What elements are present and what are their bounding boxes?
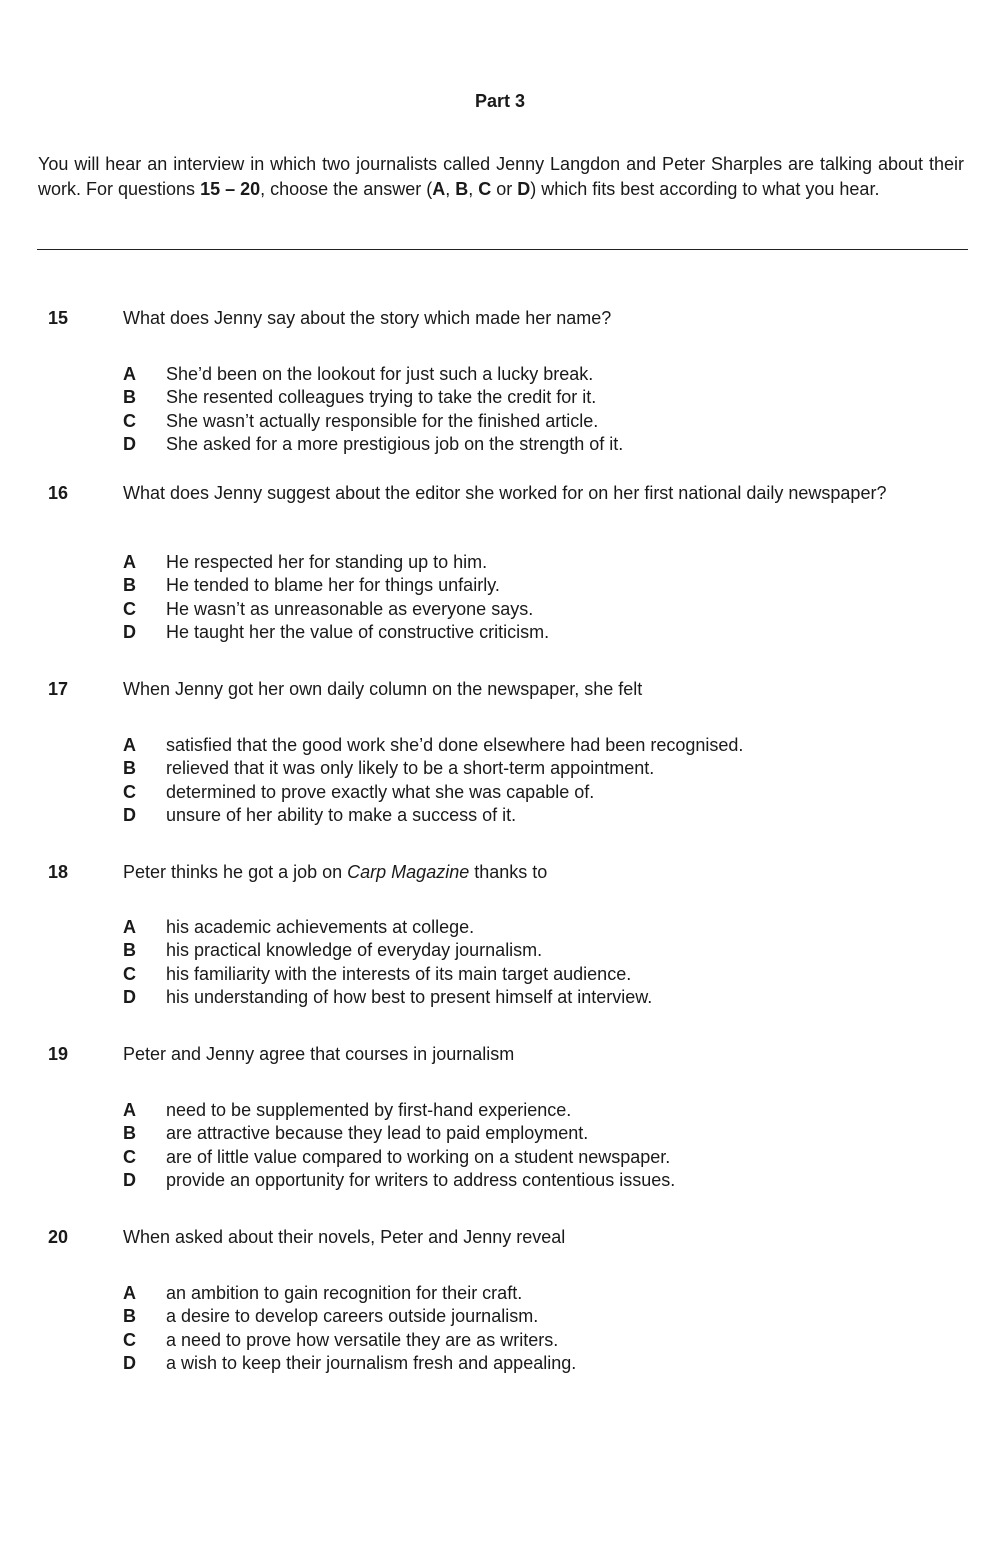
instructions-text: , choose the answer (: [260, 178, 433, 199]
option-letter: A: [123, 1283, 136, 1303]
option-text: his familiarity with the interests of its main target audience.: [166, 963, 632, 984]
option-text: He wasn’t as unreasonable as everyone says.: [166, 598, 534, 619]
question-number: 16: [48, 483, 69, 503]
option-text: He respected her for standing up to him.: [166, 552, 488, 572]
option-20-d[interactable]: [0, 1352, 1000, 1375]
question-number: 17: [48, 679, 69, 699]
option-letter: B: [123, 387, 136, 408]
option-16-c[interactable]: [0, 598, 1000, 621]
instructions-separator: or: [491, 178, 518, 199]
option-18-c[interactable]: [0, 963, 1000, 986]
option-letter: D: [123, 804, 136, 825]
question-number: 15: [48, 308, 69, 328]
option-text: unsure of her ability to make a success of it.: [166, 804, 517, 825]
option-20-b[interactable]: [0, 1305, 1000, 1328]
instructions: [38, 152, 964, 201]
options-18: [0, 916, 1000, 1009]
option-letter: C: [123, 781, 136, 802]
option-text: He taught her the value of constructive criticism.: [166, 621, 550, 642]
option-letter: A: [123, 917, 136, 937]
question-number: 19: [48, 1044, 69, 1064]
option-text: his understanding of how best to present himself at interview.: [166, 986, 653, 1007]
question-text: Peter and Jenny agree that courses in journalism: [123, 1044, 515, 1064]
options-16: [0, 551, 1000, 644]
option-letter: D: [123, 433, 136, 454]
option-text: his practical knowledge of everyday journalism.: [166, 940, 543, 961]
option-letter: C: [123, 963, 136, 984]
option-text: provide an opportunity for writers to address contentious issues.: [166, 1169, 676, 1190]
magazine-title: Carp Magazine: [347, 862, 470, 882]
options-19: [0, 1099, 1000, 1192]
option-key-b: B: [455, 178, 469, 199]
option-20-c[interactable]: [0, 1329, 1000, 1352]
option-text: a wish to keep their journalism fresh and appealing.: [166, 1352, 577, 1373]
option-letter: C: [123, 1329, 136, 1350]
options-20: [0, 1282, 1000, 1375]
question-number: 18: [48, 862, 69, 882]
option-17-d[interactable]: [0, 804, 1000, 827]
option-17-b[interactable]: [0, 757, 1000, 780]
option-18-d[interactable]: [0, 986, 1000, 1009]
question-text-part: Peter thinks he got a job on: [123, 862, 348, 882]
option-16-b[interactable]: [0, 574, 1000, 597]
option-text: his academic achievements at college.: [166, 917, 475, 937]
question-text: When Jenny got her own daily column on the newspaper, she felt: [123, 679, 643, 699]
question-text: What does Jenny suggest about the editor she worked for on her first national daily newspaper?: [123, 483, 887, 503]
option-15-c[interactable]: [0, 410, 1000, 433]
option-20-a[interactable]: [0, 1282, 1000, 1305]
option-text: She asked for a more prestigious job on the strength of it.: [166, 433, 624, 454]
question-number: 20: [48, 1227, 69, 1247]
option-text: She resented colleagues trying to take the credit for it.: [166, 387, 597, 408]
option-text: need to be supplemented by first-hand experience.: [166, 1100, 572, 1120]
option-text: a need to prove how versatile they are as writers.: [166, 1329, 559, 1350]
options-15: [0, 363, 1000, 456]
option-18-a[interactable]: [0, 916, 1000, 939]
option-letter: C: [123, 598, 136, 619]
option-letter: D: [123, 986, 136, 1007]
option-text: satisfied that the good work she’d done elsewhere had been recognised.: [166, 735, 744, 755]
option-letter: D: [123, 1352, 136, 1373]
question-text: What does Jenny say about the story which made her name?: [123, 308, 612, 328]
option-letter: A: [123, 552, 136, 572]
option-letter: B: [123, 575, 136, 596]
option-text: He tended to blame her for things unfairly.: [166, 575, 500, 596]
option-19-c[interactable]: [0, 1146, 1000, 1169]
instructions-separator: ,: [468, 178, 479, 199]
option-text: She’d been on the lookout for just such a lucky break.: [166, 364, 594, 384]
option-19-b[interactable]: [0, 1122, 1000, 1145]
option-letter: C: [123, 1146, 136, 1167]
option-text: determined to prove exactly what she was capable of.: [166, 781, 595, 802]
part-title: Part 3: [474, 91, 526, 111]
option-letter: B: [123, 758, 136, 779]
option-15-a[interactable]: [0, 363, 1000, 386]
option-key-c: C: [478, 178, 492, 199]
option-text: relieved that it was only likely to be a short-term appointment.: [166, 758, 655, 779]
option-letter: A: [123, 735, 136, 755]
question-range: 15 – 20: [200, 178, 261, 199]
option-letter: D: [123, 621, 136, 642]
option-17-c[interactable]: [0, 781, 1000, 804]
option-text: are of little value compared to working on a student newspaper.: [166, 1146, 671, 1167]
options-17: [0, 734, 1000, 827]
option-key-d: D: [517, 178, 531, 199]
option-text: a desire to develop careers outside journalism.: [166, 1306, 539, 1327]
option-letter: C: [123, 410, 136, 431]
instructions-text: You will hear an interview in which two journalists called Jenny Langdon and Peter Sharples are talking about their work. For questions: [38, 154, 964, 199]
option-letter: A: [123, 364, 136, 384]
option-15-d[interactable]: [0, 433, 1000, 456]
option-15-b[interactable]: [0, 386, 1000, 409]
option-letter: A: [123, 1100, 136, 1120]
question-text-part: thanks to: [469, 862, 548, 882]
question-text: When asked about their novels, Peter and Jenny reveal: [123, 1227, 566, 1247]
divider-line: [37, 249, 968, 250]
instructions-separator: ,: [445, 178, 456, 199]
option-letter: B: [123, 1123, 136, 1144]
option-16-a[interactable]: [0, 551, 1000, 574]
option-16-d[interactable]: [0, 621, 1000, 644]
option-text: She wasn’t actually responsible for the finished article.: [166, 410, 599, 431]
option-19-d[interactable]: [0, 1169, 1000, 1192]
option-17-a[interactable]: [0, 734, 1000, 757]
question-text: [123, 860, 903, 884]
instructions-text: ) which fits best according to what you hear.: [530, 178, 880, 199]
option-key-a: A: [432, 178, 446, 199]
option-19-a[interactable]: [0, 1099, 1000, 1122]
option-18-b[interactable]: [0, 939, 1000, 962]
option-letter: B: [123, 940, 136, 961]
option-letter: D: [123, 1169, 136, 1190]
option-text: are attractive because they lead to paid employment.: [166, 1123, 589, 1144]
option-text: an ambition to gain recognition for their craft.: [166, 1283, 523, 1303]
option-letter: B: [123, 1306, 136, 1327]
